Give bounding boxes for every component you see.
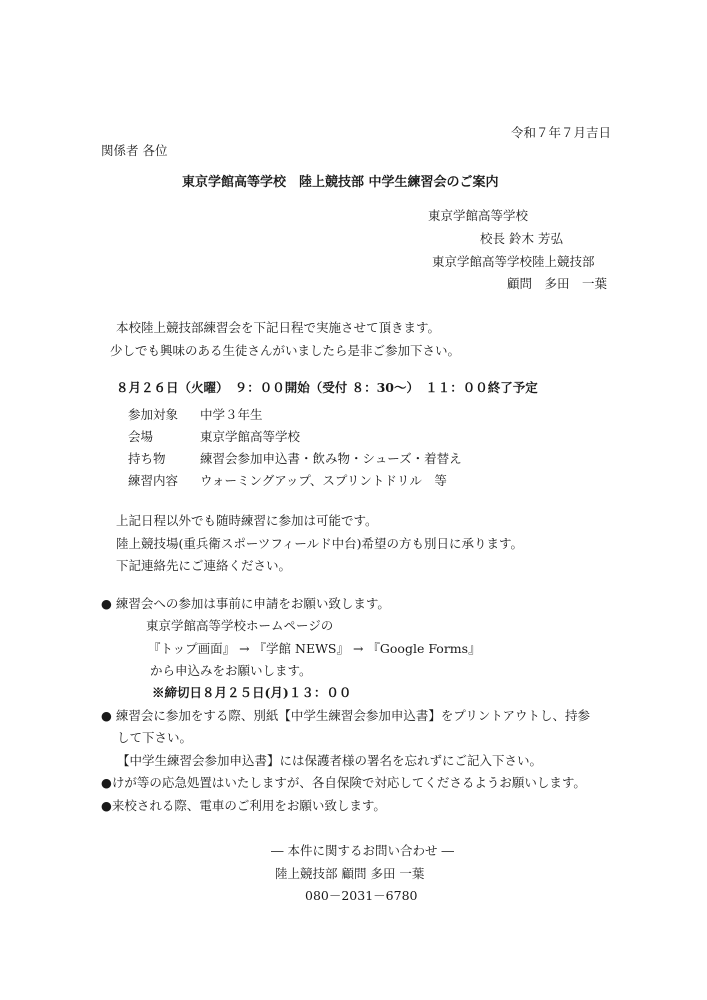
note-application-sub-1: 東京学館高等学校ホームページの <box>146 618 334 633</box>
schedule-item-value: 東京学館高等学校 <box>200 429 301 444</box>
document-title: 東京学館高等学校 陸上競技部 中学生練習会のご案内 <box>182 175 499 190</box>
note-form-sub: 【中学生練習会参加申込書】には保護者様の署名を忘れずにご記入下さい。 <box>117 753 543 768</box>
other-line-3: 下記連絡先にご連絡ください。 <box>116 558 292 573</box>
intro-line-2: 少しでも興味のある生徒さんがいましたら是非ご参加下さい。 <box>110 343 461 358</box>
sender-principal: 校長 鈴木 芳弘 <box>480 231 563 246</box>
recipient-line: 関係者 各位 <box>101 143 168 158</box>
intro-line-1: 本校陸上競技部練習会を下記日程で実施させて頂きます。 <box>116 320 441 335</box>
schedule-item-value: ウォーミングアップ、スプリントドリル 等 <box>200 473 447 488</box>
sender-advisor: 顧問 多田 一葉 <box>507 276 608 291</box>
contact-heading: ― 本件に関するお問い合わせ ― <box>271 843 454 858</box>
schedule-item-label: 持ち物 <box>128 451 166 466</box>
note-application-sub-3: から申込みをお願いします。 <box>150 663 312 678</box>
issue-date: 令和７年７月吉日 <box>511 125 612 140</box>
deadline: ※締切日８月２５日(月)１３：００ <box>152 685 352 700</box>
note-application-sub-2: 『トップ画面』 → 『学館 NEWS』 → 『Google Forms』 <box>148 641 481 656</box>
schedule-item-label: 会場 <box>128 429 154 444</box>
note-transport: ●来校される際、電車のご利用をお願い致します。 <box>101 798 386 813</box>
note-form: ● 練習会に参加をする際、別紙【中学生練習会参加申込書】をプリントアウトし、持参 <box>101 708 591 723</box>
note-insurance: ●けが等の応急処置はいたしますが、各自保険で対応してくださるようお願いします。 <box>101 775 586 790</box>
schedule-item <box>0 427 707 444</box>
sender-club: 東京学館高等学校陸上競技部 <box>432 254 595 269</box>
schedule-item-value: 中学３年生 <box>200 407 263 422</box>
other-line-2: 陸上競技場(重兵衛スポーツフィールド中台)希望の方も別日に承ります。 <box>116 536 524 551</box>
schedule-item <box>0 405 707 422</box>
schedule-headline: ８月２６日（火曜） ９：００開始（受付 ８：30〜） １１：００終了予定 <box>116 380 538 395</box>
schedule-item-value: 練習会参加申込書・飲み物・シューズ・着替え <box>200 451 462 466</box>
note-form-cont: して下さい。 <box>117 730 193 745</box>
other-line-1: 上記日程以外でも随時練習に参加は可能です。 <box>116 513 378 528</box>
schedule-item-label: 練習内容 <box>128 473 179 488</box>
schedule-item <box>0 471 707 488</box>
contact-phone: 080－2031－6780 <box>305 888 418 903</box>
schedule-item <box>0 449 707 466</box>
contact-name: 陸上競技部 顧問 多田 一葉 <box>275 866 425 881</box>
note-application: ● 練習会への参加は事前に申請をお願い致します。 <box>101 596 390 611</box>
sender-school: 東京学館高等学校 <box>428 208 529 223</box>
schedule-item-label: 参加対象 <box>128 407 179 422</box>
